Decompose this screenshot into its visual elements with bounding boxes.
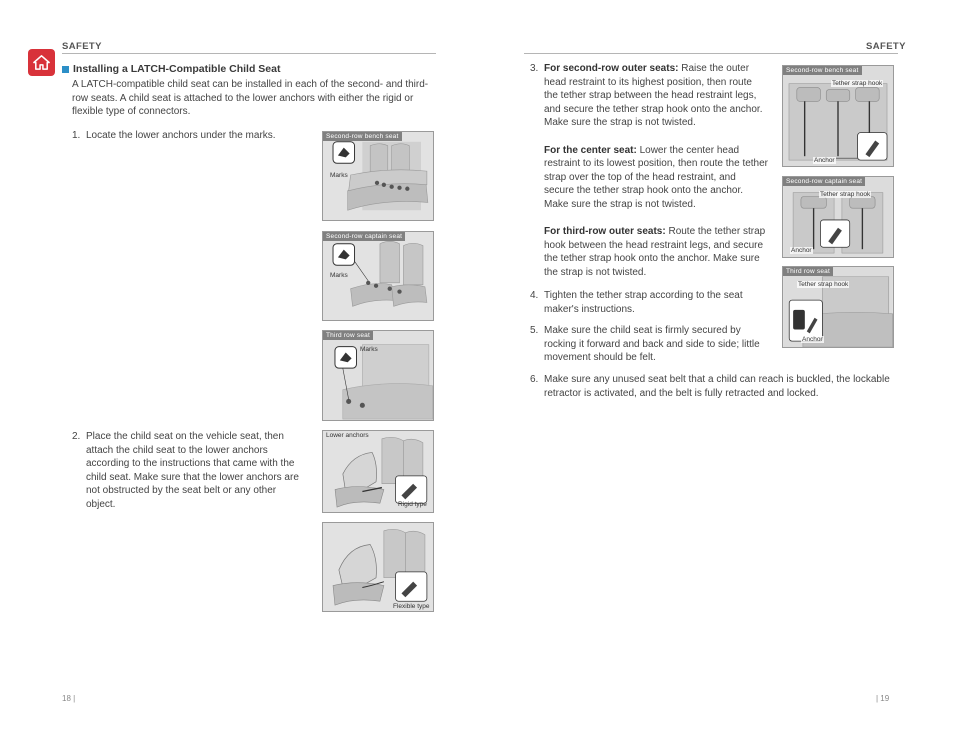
flexible-type-label: Flexible type: [393, 603, 430, 610]
anchor-label: Anchor: [802, 336, 823, 343]
step-text: Make sure any unused seat belt that a child can reach is buckled, the lockable retractor is activated, and the belt is fully retracted and locked.: [544, 374, 890, 399]
step-number: 3.: [530, 63, 539, 74]
rigid-child-seat-illustration: [323, 431, 433, 512]
step-5: [530, 324, 768, 365]
center-seat-heading: For the center seat:: [544, 144, 637, 156]
third-row-text: Route the tether strap hook between the head restraint legs, and secure the tether strap hook onto the anchor. Make sure the strap is not twisted.: [544, 226, 766, 278]
figure-tag: Second-row captain seat: [323, 232, 405, 241]
figure-captain-tether: [782, 176, 894, 258]
tether-hook-label: Tether strap hook: [832, 80, 883, 87]
step-text: Tighten the tether strap according to the seat maker's instructions.: [544, 290, 743, 315]
step-text: Locate the lower anchors under the marks.: [86, 130, 276, 141]
home-icon: [32, 53, 51, 72]
step-6: [530, 373, 900, 400]
figure-bench-marks: [322, 131, 434, 221]
step-number: 4.: [530, 290, 539, 301]
anchor-label: Anchor: [814, 157, 835, 164]
captain-tether-illustration: [783, 177, 893, 257]
marks-label: Marks: [330, 172, 348, 179]
outer-seats-heading: For second-row outer seats:: [544, 63, 679, 74]
section-header-right: SAFETY: [866, 41, 906, 52]
section-header-left: SAFETY: [62, 41, 102, 52]
page-number-right: | 19: [876, 694, 890, 703]
figure-bench-tether: [782, 65, 894, 167]
tether-hook-label: Tether strap hook: [798, 281, 849, 288]
figure-rigid-type: [322, 430, 434, 513]
marks-label: Marks: [360, 346, 378, 353]
home-button[interactable]: [28, 49, 55, 76]
step-number: 6.: [530, 374, 539, 385]
marks-label: Marks: [330, 272, 348, 279]
step-3: [530, 62, 768, 280]
intro-paragraph: A LATCH-compatible child seat can be installed in each of the second- and third-row seats. A child seat is attached to the lower anchors with either the rigid or flexible type of connectors.: [72, 79, 429, 118]
step-number: 5.: [530, 325, 539, 336]
header-rule-left: [62, 53, 436, 54]
step-text: Place the child seat on the vehicle seat, then attach the child seat to the lower anchors according to the instructions that came with the child seat. Make sure that the lower anchors are not obstructed by the seat belt or any other object.: [86, 431, 299, 510]
figure-flexible-type: [322, 522, 434, 612]
figure-tag: Second-row captain seat: [783, 177, 865, 186]
tether-hook-label: Tether strap hook: [820, 191, 871, 198]
section-subhead: [62, 63, 280, 75]
step-3-center: [530, 144, 768, 212]
subhead-text: Installing a LATCH-Compatible Child Seat: [73, 63, 281, 75]
figure-captain-marks: [322, 231, 434, 321]
step-4: [530, 289, 768, 316]
anchor-label: Anchor: [791, 247, 812, 254]
step-number: 1.: [72, 130, 81, 141]
header-rule-right: [524, 53, 898, 54]
square-bullet-icon: [62, 66, 69, 73]
lower-anchors-label: Lower anchors: [326, 432, 369, 439]
figure-tag: Second-row bench seat: [323, 132, 402, 141]
figure-tag: Second-row bench seat: [783, 66, 862, 75]
figure-third-row-tether: [782, 266, 894, 348]
step-text: Make sure the child seat is firmly secured by rocking it forward and back and side to side; little movement should be felt.: [544, 325, 760, 364]
third-row-seat-illustration: [323, 331, 433, 420]
page-number-left: 18 |: [62, 694, 76, 703]
outer-seats-text: Raise the outer head restraint to its highest position, then route the tether strap between the head restraint legs, and secure the tether strap hook onto the anchor. Make sure the strap is not twisted.: [544, 63, 763, 129]
flexible-child-seat-illustration: [323, 523, 433, 611]
step-3-outer: [530, 62, 768, 130]
figure-tag: Third row seat: [783, 267, 833, 276]
figure-third-row-marks: [322, 330, 434, 421]
step-1: [72, 129, 312, 143]
center-seat-text: Lower the center head restraint to its lowest position, then route the tether strap over the top of the head restraint, and secure the tether strap hook onto the anchor. Make sure the strap is not twisted.: [544, 144, 769, 210]
figure-tag: Third row seat: [323, 331, 373, 340]
third-row-tether-illustration: [783, 267, 893, 347]
third-row-heading: For third-row outer seats:: [544, 226, 666, 238]
step-3-third: [530, 225, 768, 279]
rigid-type-label: Rigid type: [398, 501, 427, 508]
step-2: [72, 430, 302, 512]
step-number: 2.: [72, 431, 81, 442]
